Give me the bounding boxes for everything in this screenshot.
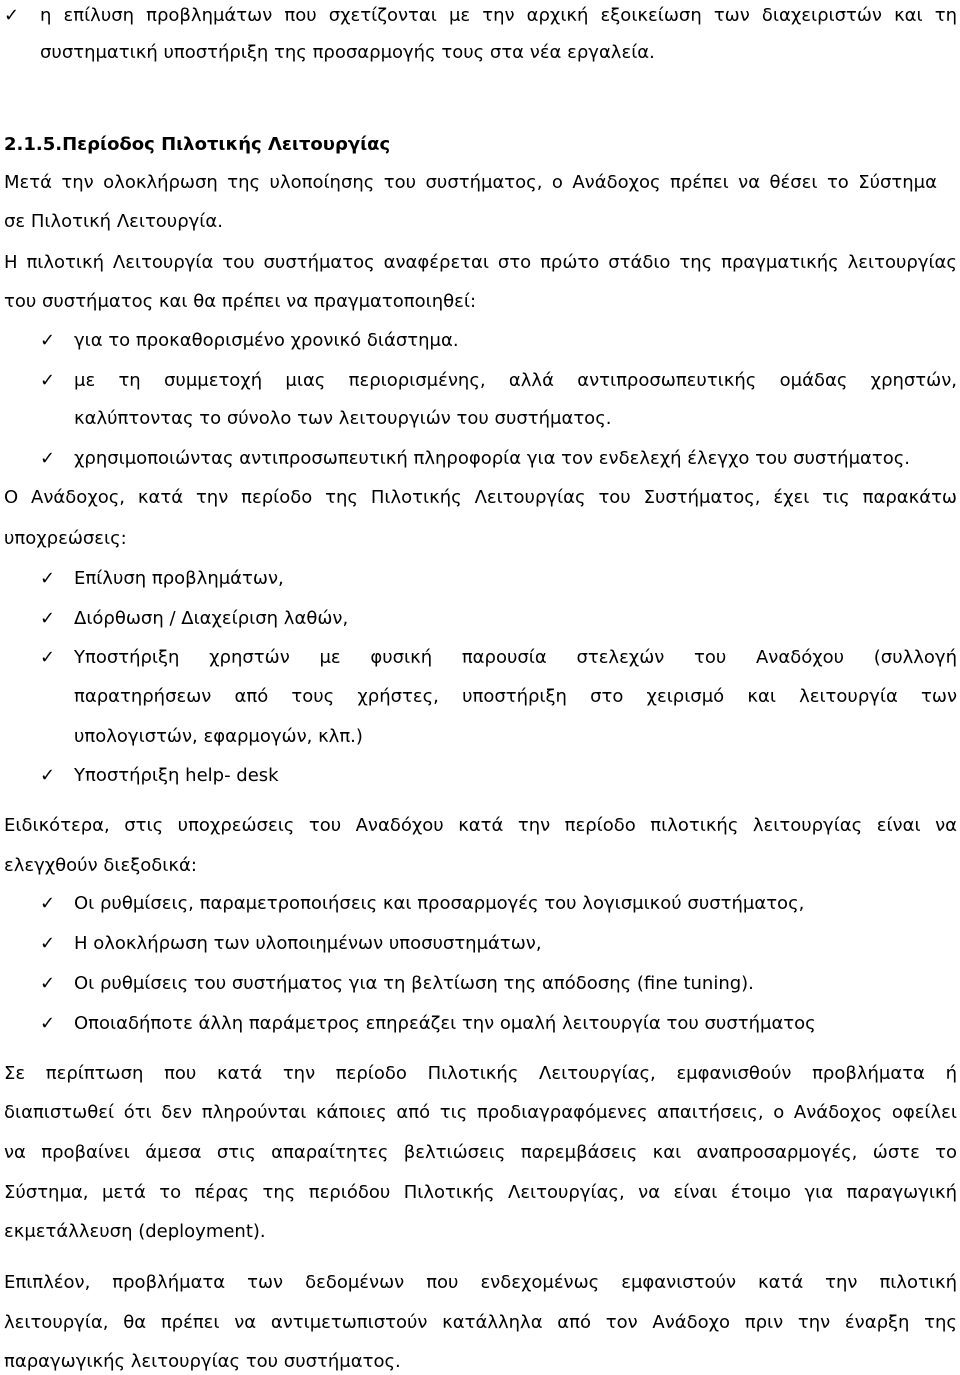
paragraph-line: του συστήματος και θα πρέπει να πραγματοποιηθεί:: [4, 291, 477, 312]
checkmark-icon: ✓: [40, 933, 56, 954]
list-item-continuation: καλύπτοντας το σύνολο των λειτουργιών του συστήματος.: [74, 408, 612, 429]
list-item: Οι ρυθμίσεις, παραμετροποιήσεις και προσαρμογές του λογισμικού συστήματος,: [74, 893, 805, 914]
paragraph-line: Μετά την ολοκλήρωση της υλοποίησης του συστήματος, ο Ανάδοχος πρέπει να θέσει το Σύστημα: [4, 172, 937, 193]
paragraph-line: εκμετάλλευση (deployment).: [4, 1221, 266, 1242]
checkmark-icon: ✓: [40, 330, 56, 351]
list-item-continuation: υπολογιστών, εφαρμογών, κλπ.): [74, 726, 363, 747]
checkmark-icon: ✓: [40, 608, 56, 629]
checkmark-icon: ✓: [4, 5, 20, 26]
list-item: Υποστήριξη help- desk: [74, 765, 279, 786]
paragraph-line: διαπιστωθεί ότι δεν πληρούνται κάποιες από τις προδιαγραφόμενες απαιτήσεις, ο Ανάδοχος οφείλει: [4, 1102, 957, 1123]
intro-bullet-line: η επίλυση προβλημάτων που σχετίζονται με την αρχική εξοικείωση των διαχειριστών και τη: [40, 5, 957, 26]
paragraph-line: Επιπλέον, προβλήματα των δεδομένων που ενδεχομένως εμφανιστούν κατά την πιλοτική: [4, 1272, 957, 1293]
checkmark-icon: ✓: [40, 647, 56, 668]
paragraph-line: Ο Ανάδοχος, κατά την περίοδο της Πιλοτικής Λειτουργίας του Συστήματος, έχει τις παρακάτω: [4, 487, 957, 508]
paragraph-line: Ειδικότερα, στις υποχρεώσεις του Αναδόχου κατά την περίοδο πιλοτικής λειτουργίας είναι να: [4, 815, 957, 836]
checkmark-icon: ✓: [40, 370, 56, 391]
paragraph-line: παραγωγικής λειτουργίας του συστήματος.: [4, 1351, 401, 1372]
intro-bullet-line: συστηματική υποστήριξη της προσαρμογής τους στα νέα εργαλεία.: [40, 42, 655, 63]
list-item: χρησιμοποιώντας αντιπροσωπευτική πληροφορία για τον ενδελεχή έλεγχο του συστήματος.: [74, 448, 911, 469]
section-heading: 2.1.5.Περίοδος Πιλοτικής Λειτουργίας: [4, 134, 391, 155]
paragraph-line: Σε περίπτωση που κατά την περίοδο Πιλοτικής Λειτουργίας, εμφανισθούν προβλήματα ή: [4, 1063, 957, 1084]
paragraph-line: λειτουργία, θα πρέπει να αντιμετωπιστούν κατάλληλα από τον Ανάδοχο πριν την έναρξη της: [4, 1312, 957, 1333]
paragraph-line: Σύστημα, μετά το πέρας της περιόδου Πιλοτικής Λειτουργίας, να είναι έτοιμο για παραγωγική: [4, 1182, 957, 1203]
paragraph-line: ελεγχθούν διεξοδικά:: [4, 855, 197, 876]
list-item: για το προκαθορισμένο χρονικό διάστημα.: [74, 330, 459, 351]
list-item: Επίλυση προβλημάτων,: [74, 568, 284, 589]
list-item: Διόρθωση / Διαχείριση λαθών,: [74, 608, 349, 629]
checkmark-icon: ✓: [40, 765, 56, 786]
paragraph-line: να προβαίνει άμεσα στις απαραίτητες βελτιώσεις παρεμβάσεις και αναπροσαρμογές, ώστε το: [4, 1142, 957, 1163]
paragraph-line: Η πιλοτική Λειτουργία του συστήματος αναφέρεται στο πρώτο στάδιο της πραγματικής λειτουργίας: [4, 252, 957, 273]
checkmark-icon: ✓: [40, 893, 56, 914]
list-item: με τη συμμετοχή μιας περιορισμένης, αλλά αντιπροσωπευτικής ομάδας χρηστών,: [74, 370, 957, 391]
list-item: Υποστήριξη χρηστών με φυσική παρουσία στελεχών του Αναδόχου (συλλογή: [74, 647, 957, 668]
list-item: Οποιαδήποτε άλλη παράμετρος επηρεάζει την ομαλή λειτουργία του συστήματος: [74, 1013, 816, 1034]
list-item: Οι ρυθμίσεις του συστήματος για τη βελτίωση της απόδοσης (fine tuning).: [74, 973, 754, 994]
list-item: Η ολοκλήρωση των υλοποιημένων υποσυστημάτων,: [74, 933, 542, 954]
list-item-continuation: παρατηρήσεων από τους χρήστες, υποστήριξη στο χειρισμό και λειτουργία των: [74, 686, 957, 707]
checkmark-icon: ✓: [40, 1013, 56, 1034]
checkmark-icon: ✓: [40, 568, 56, 589]
paragraph-line: σε Πιλοτική Λειτουργία.: [4, 211, 223, 232]
paragraph-line: υποχρεώσεις:: [4, 528, 127, 549]
checkmark-icon: ✓: [40, 448, 56, 469]
checkmark-icon: ✓: [40, 973, 56, 994]
